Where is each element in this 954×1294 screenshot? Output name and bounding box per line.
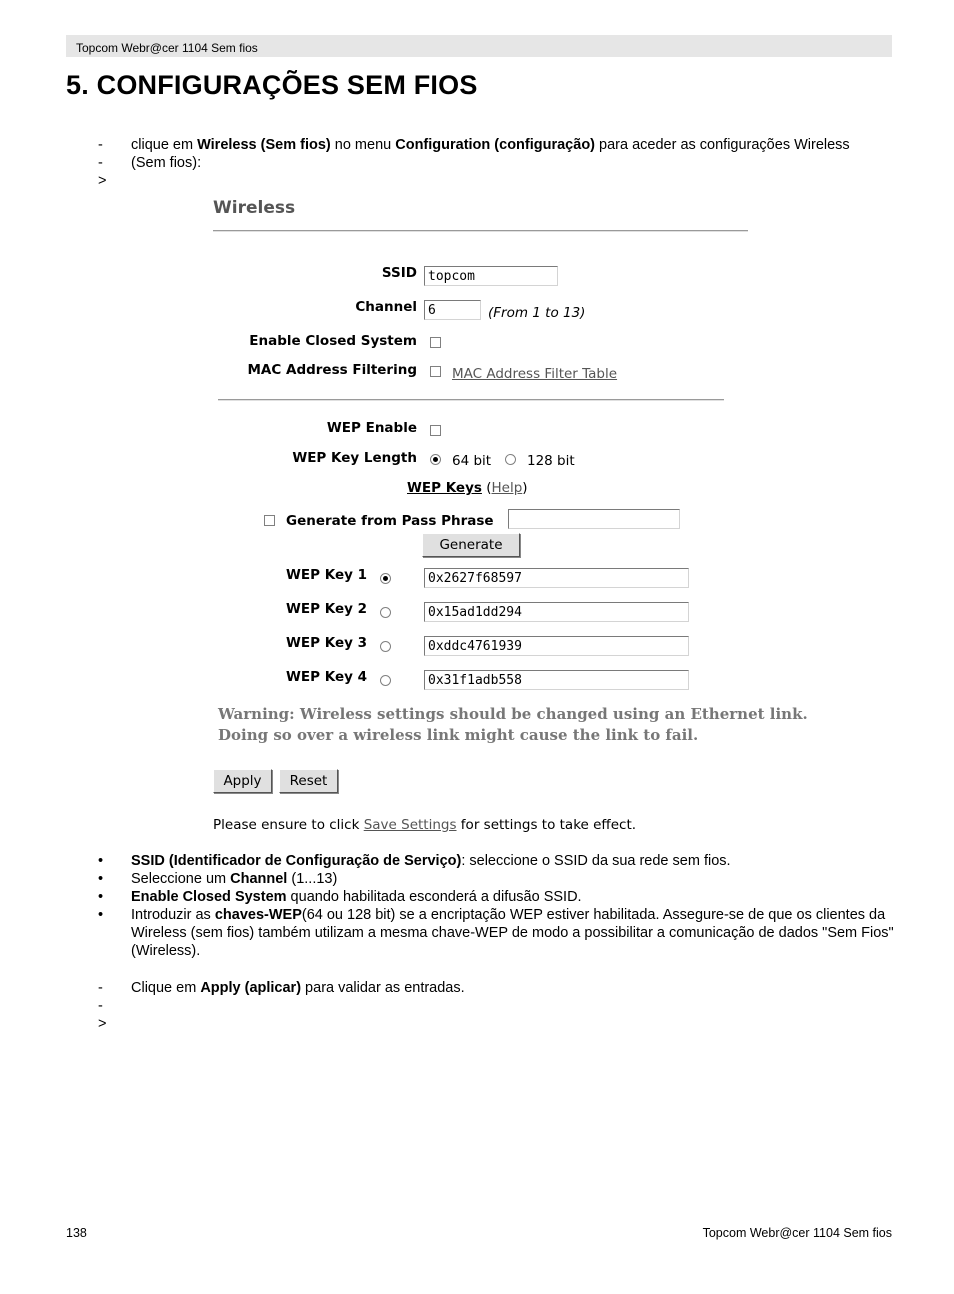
outro-bold-apply: Apply (aplicar) — [200, 980, 302, 996]
wep-key-4-radio[interactable] — [380, 675, 391, 686]
bullet-marker: • — [98, 889, 104, 905]
channel-input[interactable]: 6 — [424, 300, 481, 320]
bullet-bold: SSID (Identificador de Configuração de Serviço) — [131, 853, 462, 869]
help-close: ) — [522, 480, 528, 496]
wep-key-3-input[interactable]: 0xddc4761939 — [424, 636, 689, 656]
bullet-item — [98, 870, 894, 888]
intro-text-3: para aceder as configurações Wireless (Sem fios): — [131, 137, 850, 171]
bullet-text: : seleccione o SSID da sua rede sem fios. — [461, 853, 731, 869]
outro-text — [131, 979, 871, 997]
warning-line-1: Warning: Wireless settings should be changed using an Ethernet link. — [218, 705, 808, 723]
wep-64bit-radio[interactable] — [430, 454, 441, 465]
reset-button[interactable]: Reset — [279, 769, 338, 793]
help-link[interactable]: Help — [491, 480, 523, 496]
passphrase-checkbox[interactable] — [264, 515, 275, 526]
wep-key-1-radio[interactable] — [380, 573, 391, 584]
passphrase-input[interactable] — [508, 509, 680, 529]
intro-text-2: no menu — [330, 137, 396, 153]
wep-key-1-label: WEP Key 1 — [286, 567, 367, 583]
arrow-marker: --> — [98, 137, 107, 189]
wep-enable-checkbox[interactable] — [430, 425, 441, 436]
bullet-marker: • — [98, 853, 104, 869]
bullet-text: (1...13) — [287, 871, 338, 887]
section-divider — [218, 399, 724, 401]
arrow-marker: --> — [98, 980, 107, 1032]
bullet-list — [98, 852, 894, 960]
title-divider — [213, 230, 748, 232]
wep-key-2-label: WEP Key 2 — [286, 601, 367, 617]
intro-bold-wireless: Wireless (Sem fios) — [197, 137, 331, 153]
wep-key-4-label: WEP Key 4 — [286, 669, 367, 685]
help-open: ( — [481, 480, 492, 496]
wep-key-4-input[interactable]: 0x31f1adb558 — [424, 670, 689, 690]
save-note-post: for settings to take effect. — [456, 817, 637, 833]
outro-text-1: Clique em — [131, 980, 201, 996]
mac-filter-table-link[interactable]: MAC Address Filter Table — [452, 366, 618, 382]
bullet-item — [98, 906, 894, 960]
bullet-text-pre: Introduzir as — [131, 907, 215, 923]
wep-keys-label: WEP Keys — [407, 480, 482, 496]
outro-text-2: para validar as entradas. — [301, 980, 465, 996]
bullet-bold: Enable Closed System — [131, 889, 287, 905]
wep-key-2-input[interactable]: 0x15ad1dd294 — [424, 602, 689, 622]
wep-enable-label: WEP Enable — [326, 420, 417, 436]
bullet-marker: • — [98, 871, 104, 887]
bullet-item — [98, 888, 894, 906]
page-title: 5. CONFIGURAÇÕES SEM FIOS — [66, 70, 478, 100]
apply-button[interactable]: Apply — [213, 769, 272, 793]
running-header-text: Topcom Webr@cer 1104 Sem fios — [76, 41, 258, 55]
bullet-marker: • — [98, 907, 104, 923]
intro-text-1: clique em — [131, 137, 198, 153]
intro-text — [131, 136, 871, 172]
save-settings-link[interactable]: Save Settings — [363, 817, 457, 833]
save-note-pre: Please ensure to click — [213, 817, 364, 833]
wep-128bit-radio[interactable] — [505, 454, 516, 465]
running-header — [66, 35, 892, 57]
wep-128bit-label: 128 bit — [527, 453, 575, 469]
closed-system-label: Enable Closed System — [249, 333, 417, 349]
wep-key-1-input[interactable]: 0x2627f68597 — [424, 568, 689, 588]
ssid-label: SSID — [381, 265, 417, 281]
wep-key-length-label: WEP Key Length — [292, 450, 417, 466]
wep-keys-heading — [407, 480, 528, 496]
bullet-text-pre: Seleccione um — [131, 871, 231, 887]
bullet-bold: Channel — [230, 871, 288, 887]
panel-title: Wireless — [213, 198, 296, 218]
mac-filter-checkbox[interactable] — [430, 366, 441, 377]
wep-key-3-label: WEP Key 3 — [286, 635, 367, 651]
warning-message — [218, 704, 808, 746]
bullet-item — [98, 852, 894, 870]
page-number: 138 — [66, 1226, 87, 1240]
running-footer: Topcom Webr@cer 1104 Sem fios — [702, 1226, 892, 1240]
generate-button[interactable]: Generate — [422, 533, 520, 557]
bullet-text: quando habilitada esconderá a difusão SSID. — [286, 889, 582, 905]
closed-system-checkbox[interactable] — [430, 337, 441, 348]
wep-64bit-label: 64 bit — [452, 453, 492, 469]
wep-key-2-radio[interactable] — [380, 607, 391, 618]
mac-filter-label: MAC Address Filtering — [247, 362, 417, 378]
bullet-text: (64 ou 128 bit) se a encriptação WEP estiver habilitada. Assegure-se de que os clientes da Wireless (sem fios) também utilizam a mesma chave-WEP de modo a possibilitar a comunicação de dados "Sem Fios" (Wireless). — [131, 907, 894, 959]
wep-key-3-radio[interactable] — [380, 641, 391, 652]
intro-bold-configuration: Configuration (configuração) — [395, 137, 595, 153]
ssid-input[interactable]: topcom — [424, 266, 558, 286]
bullet-bold: chaves-WEP — [214, 907, 302, 923]
channel-hint: (From 1 to 13) — [488, 305, 586, 321]
warning-line-2: Doing so over a wireless link might cause the link to fail. — [218, 726, 699, 744]
save-note — [213, 817, 636, 833]
channel-label: Channel — [355, 299, 417, 315]
passphrase-label: Generate from Pass Phrase — [286, 513, 494, 529]
